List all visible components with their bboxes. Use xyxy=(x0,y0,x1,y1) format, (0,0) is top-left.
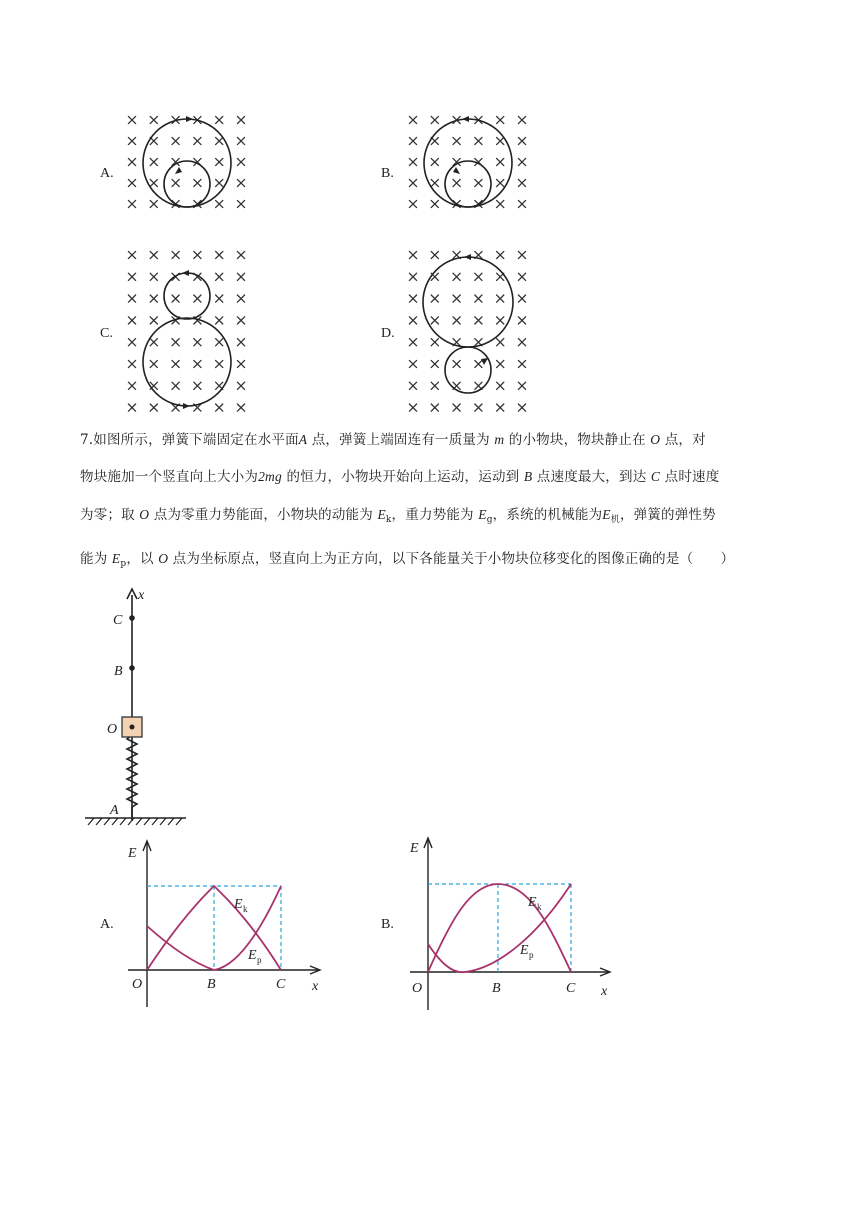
arrow-c-big xyxy=(183,403,190,409)
graph-b-ek-label: E xyxy=(528,895,537,910)
field-cross-c xyxy=(194,360,201,367)
field-cross-c xyxy=(150,339,157,346)
field-cross-b xyxy=(475,179,482,186)
field-cross-a xyxy=(237,200,244,207)
field-cross-d xyxy=(409,404,416,411)
field-cross-c xyxy=(237,273,244,280)
field-cross-c xyxy=(128,273,135,280)
field-cross-c xyxy=(237,251,244,258)
option-b-small-circle xyxy=(445,161,491,207)
field-cross-b xyxy=(518,200,525,207)
field-cross-d xyxy=(453,273,460,280)
graph-a-x-label: x xyxy=(312,979,319,994)
field-cross-a xyxy=(216,200,223,207)
field-cross-b xyxy=(518,137,525,144)
graph-b-tick-c: C xyxy=(566,981,576,996)
field-cross-c xyxy=(128,404,135,411)
field-cross-d xyxy=(475,273,482,280)
field-cross-a xyxy=(150,200,157,207)
field-cross-b xyxy=(518,158,525,165)
field-cross-c xyxy=(194,382,201,389)
field-cross-a xyxy=(194,137,201,144)
arrow-d-big xyxy=(464,254,471,260)
graph-a-ek-sub: k xyxy=(243,904,248,914)
field-cross-b xyxy=(409,200,416,207)
spring-figure xyxy=(80,585,220,830)
field-cross-a xyxy=(128,179,135,186)
x-axis-label: x xyxy=(138,588,145,603)
ground-hatching xyxy=(88,818,182,825)
field-cross-d xyxy=(431,339,438,346)
field-cross-b xyxy=(497,200,504,207)
option-a-label: A. xyxy=(100,166,114,181)
field-cross-d xyxy=(518,295,525,302)
graph-b-ek-sub: k xyxy=(537,902,542,912)
field-cross-d xyxy=(453,317,460,324)
field-cross-b xyxy=(409,179,416,186)
field-cross-d xyxy=(518,273,525,280)
graph-b-ep-sub: p xyxy=(529,950,534,960)
option-c-small-circle xyxy=(164,273,210,319)
field-cross-b xyxy=(431,200,438,207)
graph-a-tick-b: B xyxy=(207,977,216,992)
field-cross-d xyxy=(431,382,438,389)
field-cross-a xyxy=(216,137,223,144)
field-cross-c xyxy=(237,404,244,411)
graph-a-ek-label: E xyxy=(234,897,243,912)
question-line-2: 物块施加一个竖直向上大小为2mg 的恒力，小物块开始向上运动，运动到 B 点速度最大，到达 C 点时速度 xyxy=(80,469,720,485)
field-cross-c xyxy=(237,360,244,367)
field-cross-a xyxy=(216,116,223,123)
field-cross-a xyxy=(237,116,244,123)
field-cross-b xyxy=(431,116,438,123)
field-cross-d xyxy=(475,295,482,302)
field-cross-a xyxy=(172,137,179,144)
field-cross-c xyxy=(172,382,179,389)
graph-a-option-label: A. xyxy=(100,917,114,932)
field-cross-c xyxy=(216,295,223,302)
field-cross-c xyxy=(237,295,244,302)
option-d-label: D. xyxy=(381,326,395,341)
field-cross-c xyxy=(172,360,179,367)
arrow-a-big xyxy=(186,116,193,122)
field-cross-c xyxy=(237,317,244,324)
field-cross-d xyxy=(475,317,482,324)
field-cross-a xyxy=(128,116,135,123)
option-d-small-circle xyxy=(445,347,491,393)
graph-a-origin-label: O xyxy=(132,977,143,992)
field-cross-d xyxy=(475,404,482,411)
arrow-b-big xyxy=(462,116,469,122)
field-cross-a xyxy=(128,200,135,207)
field-cross-c xyxy=(150,317,157,324)
field-cross-a xyxy=(172,179,179,186)
field-cross-b xyxy=(497,137,504,144)
field-cross-a xyxy=(237,179,244,186)
field-cross-c xyxy=(128,339,135,346)
field-cross-d xyxy=(497,382,504,389)
field-cross-d xyxy=(518,317,525,324)
field-cross-d xyxy=(497,295,504,302)
field-cross-d xyxy=(518,339,525,346)
point-o-dot xyxy=(130,725,135,730)
field-cross-a xyxy=(150,179,157,186)
field-cross-c xyxy=(172,295,179,302)
option-c-label: C. xyxy=(100,326,113,341)
field-cross-c xyxy=(216,404,223,411)
field-cross-c xyxy=(216,317,223,324)
field-cross-c xyxy=(216,339,223,346)
field-cross-d xyxy=(518,251,525,258)
field-cross-b xyxy=(409,158,416,165)
field-cross-c xyxy=(172,251,179,258)
field-cross-d xyxy=(409,273,416,280)
field-cross-d xyxy=(431,360,438,367)
field-cross-c xyxy=(194,251,201,258)
field-cross-d xyxy=(409,360,416,367)
field-cross-d xyxy=(409,339,416,346)
field-options-figure xyxy=(0,0,868,420)
field-cross-c xyxy=(216,251,223,258)
field-cross-a xyxy=(150,116,157,123)
field-cross-b xyxy=(409,137,416,144)
field-cross-c xyxy=(150,360,157,367)
field-cross-c xyxy=(128,251,135,258)
field-cross-b xyxy=(518,179,525,186)
field-cross-b xyxy=(497,116,504,123)
graph-a-y-label: E xyxy=(128,846,137,861)
field-cross-a xyxy=(237,158,244,165)
field-cross-d xyxy=(518,382,525,389)
field-cross-c xyxy=(216,360,223,367)
field-cross-c xyxy=(194,339,201,346)
field-cross-b xyxy=(497,179,504,186)
field-cross-a xyxy=(150,158,157,165)
field-cross-b xyxy=(518,116,525,123)
field-cross-c xyxy=(194,295,201,302)
field-cross-a xyxy=(237,137,244,144)
field-cross-d xyxy=(409,382,416,389)
field-cross-d xyxy=(497,339,504,346)
field-cross-d xyxy=(409,317,416,324)
field-cross-b xyxy=(431,158,438,165)
field-cross-c xyxy=(128,382,135,389)
arrow-a-small xyxy=(175,167,182,174)
field-cross-c xyxy=(150,404,157,411)
graph-b-option-label: B. xyxy=(381,917,394,932)
field-cross-a xyxy=(128,137,135,144)
graph-b-y-label: E xyxy=(410,841,419,856)
field-cross-c xyxy=(128,360,135,367)
field-cross-c xyxy=(237,339,244,346)
graph-b-origin-label: O xyxy=(412,981,423,996)
point-b-dot xyxy=(129,665,135,671)
field-cross-d xyxy=(431,317,438,324)
field-cross-d xyxy=(497,360,504,367)
point-c-dot xyxy=(129,615,135,621)
question-line-3: 为零；取 O 点为零重力势能面，小物块的动能为 $E_k$，重力势能为 $E_g$，系统的机械能为$E_机$，弹簧的弹性势 xyxy=(80,507,716,525)
field-cross-b xyxy=(453,137,460,144)
field-cross-d xyxy=(431,251,438,258)
field-cross-b xyxy=(497,158,504,165)
field-cross-d xyxy=(453,295,460,302)
field-cross-c xyxy=(128,317,135,324)
field-cross-d xyxy=(453,404,460,411)
field-cross-d xyxy=(453,360,460,367)
question-line-1: 7.如图所示，弹簧下端固定在水平面A 点，弹簧上端固连有一质量为 m 的小物块，物块静止在 O 点，对 xyxy=(80,432,706,448)
graph-a-ep-sub: p xyxy=(257,955,262,965)
field-cross-c xyxy=(150,251,157,258)
arrow-b-small xyxy=(453,167,460,174)
field-cross-c xyxy=(150,273,157,280)
arrow-d-small xyxy=(481,358,488,365)
graph-b xyxy=(390,832,620,1012)
field-cross-b xyxy=(475,137,482,144)
option-a-small-circle xyxy=(164,161,210,207)
option-d-big-circle xyxy=(423,257,513,347)
graph-a xyxy=(110,835,340,1010)
graph-a-ep-label: E xyxy=(248,948,257,963)
point-o-label: O xyxy=(107,722,118,737)
field-cross-b xyxy=(431,179,438,186)
question-line-4: 能为 $E_p$，以 O 点为坐标原点，竖直向上为正方向，以下各能量关于小物块位移变化的图像正确的是（ ） xyxy=(80,551,735,569)
field-cross-b xyxy=(453,179,460,186)
field-cross-c xyxy=(172,339,179,346)
field-cross-a xyxy=(128,158,135,165)
field-cross-c xyxy=(237,382,244,389)
field-cross-c xyxy=(150,295,157,302)
field-cross-d xyxy=(518,404,525,411)
field-cross-d xyxy=(409,251,416,258)
graph-b-tick-b: B xyxy=(492,981,501,996)
point-b-label: B xyxy=(114,664,123,679)
field-cross-d xyxy=(497,251,504,258)
arrow-c-small xyxy=(182,270,189,276)
field-cross-c xyxy=(216,273,223,280)
field-cross-d xyxy=(497,404,504,411)
field-cross-d xyxy=(431,295,438,302)
graph-b-x-label: x xyxy=(601,984,608,999)
point-c-label: C xyxy=(113,613,123,628)
field-cross-a xyxy=(194,179,201,186)
field-cross-a xyxy=(216,158,223,165)
graph-b-ep-label: E xyxy=(520,943,529,958)
point-a-label: A xyxy=(110,803,119,818)
field-cross-d xyxy=(431,404,438,411)
field-cross-d xyxy=(497,317,504,324)
field-cross-a xyxy=(216,179,223,186)
field-cross-c xyxy=(128,295,135,302)
field-cross-d xyxy=(409,295,416,302)
field-cross-d xyxy=(475,360,482,367)
field-cross-b xyxy=(409,116,416,123)
field-cross-d xyxy=(518,360,525,367)
graph-a-tick-c: C xyxy=(276,977,286,992)
option-b-label: B. xyxy=(381,166,394,181)
